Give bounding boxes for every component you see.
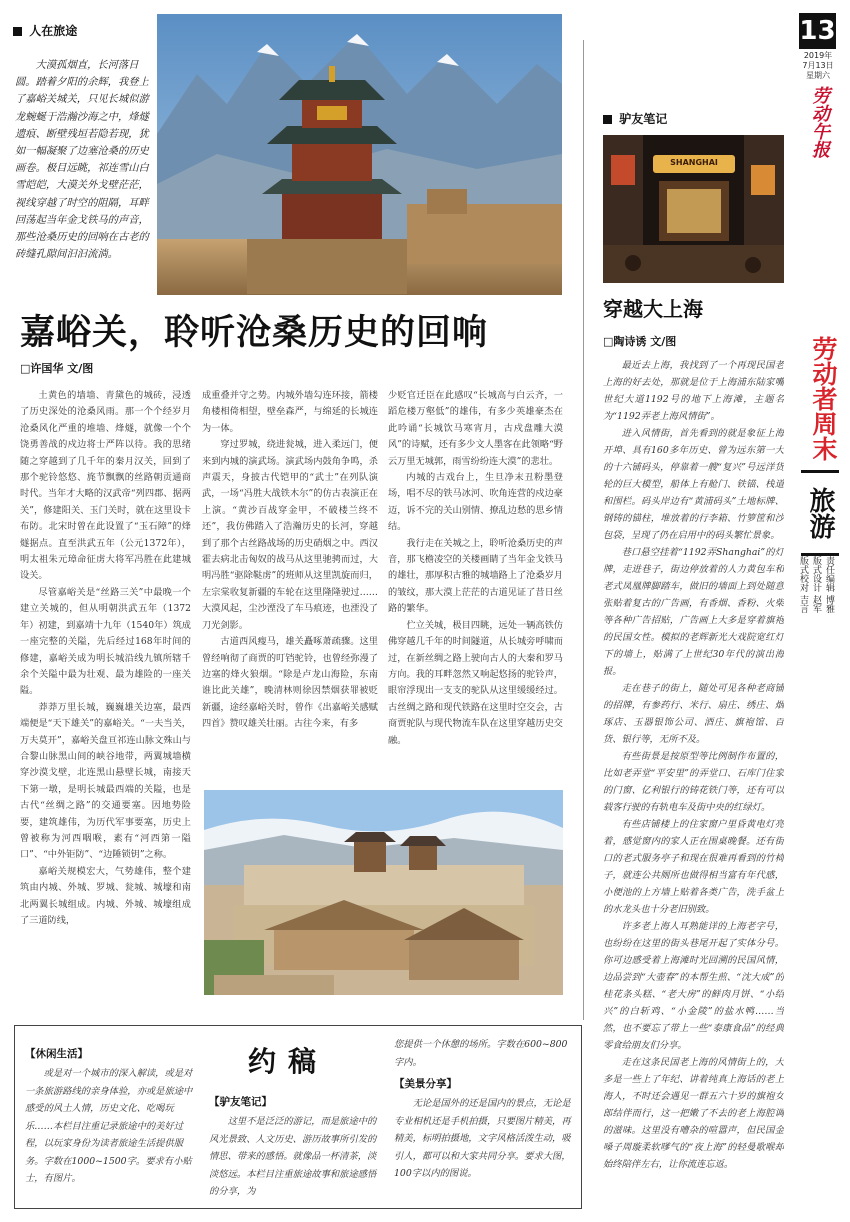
col2-paragraph: 成重叠并守之势。内城外墙勾连环接，箭楼角楼相倚相望，壁垒森严，与绵延的长城连为一体。 — [202, 390, 378, 434]
side-paragraph: 有些店铺楼上的住家窗户里昏黄电灯亮着，感觉窗内的家人正在围桌晚餐。还有街口的老式服务亭子和现在很难再看到的竹椅子，就连公共厕所也做得相当富有年代感，小便池的上方墙上贴着各类广告，洗手盆上的水龙头也十分老旧别致。 — [603, 819, 784, 915]
shanghai-street-photo — [603, 135, 784, 283]
column-label-travel — [13, 22, 77, 39]
cfp-notes-text — [209, 1113, 379, 1213]
issue-date — [795, 51, 841, 81]
cfp-leisure-text — [25, 1065, 195, 1205]
logo-text: 劳动午报 — [809, 86, 830, 158]
side-article-body — [603, 357, 784, 1204]
side-paragraph: 走在巷子的街上，随处可见各种老商铺的招牌，有参药行、米行、扇庄、绣庄、烟琢店、玉器银饰公司、酒庄、旗袍馆、百货、银行等，无所不及。 — [603, 683, 784, 745]
cfp-section-label: 【驴友笔记】 — [209, 1096, 272, 1108]
cfp-paragraph: 或是对一个城市的深入解读，或是对一条旅游路线的亲身体验，亦或是旅途中感受的风土人情，历史文化、吃喝玩乐……本栏目注重记录旅途中的美好过程，以玩家身份为读者旅途生活提供服务。字数在1000~1500字。要求有小贴士，有图片。 — [25, 1068, 193, 1184]
cfp-paragraph: 您提供一个休憩的场所。字数在600~800字内。 — [394, 1039, 568, 1068]
section-tag — [801, 470, 839, 556]
credit-design: 版式设计 赵军 — [811, 556, 821, 613]
col3-paragraph: 我行走在关城之上，聆听沧桑历史的声音，那飞檐凌空的关楼画睛了当年金戈铁马的雄壮，那厚积古雅的城墙路上了沧桑岁月的皱纹，那大漠上茫茫的古道见证了昔日丝路的繁华。 — [388, 537, 563, 615]
credit-editor: 责任编辑 博雅 — [824, 556, 834, 613]
column-divider — [583, 40, 584, 1020]
cfp-notes — [209, 1094, 379, 1213]
cfp-scenery — [394, 1036, 572, 1201]
cfp-notes-continued — [394, 1036, 572, 1072]
side-title: 穿越大上海 — [603, 297, 703, 321]
col3-paragraph: 内城的古戏台上，生旦净末丑粉墨登场，唱不尽的铁马冰河、吹角连营的戍边豪迈，诉不完的关山别情、撩乱边愁的思乡情结。 — [388, 472, 563, 533]
cfp-section-label: 【休闲生活】 — [25, 1048, 88, 1060]
side-paragraph: 最近去上海，我找到了一个再现民国老上海的好去处，那就是位于上海浦东陆家嘴世纪大道1192号的地下上海滩，主题名为“1192弄老上海风情街”。 — [603, 360, 784, 422]
section-name: 旅游 — [805, 487, 835, 539]
jiayuguan-photo — [157, 14, 562, 295]
cfp-title: 约稿 — [248, 1045, 329, 1078]
main-column-1 — [20, 388, 191, 988]
intro-paragraph: 大漠孤烟直，长河落日圆。踏着夕阳的余辉，我登上了嘉峪关城关，只见长城似游龙蜿蜒于浩瀚沙海之中，烽燧遗痕、断壁残垣若隐若现，犹如一幅凝聚了边塞沧桑的历史画卷。极目远眺，祁连雪山白雪皑皑，大漠关外戈壁茫茫，视线穿越了时空的阻隔，耳畔回荡起当年金戈铁马的声音，那些沧桑历史的回响在古老的砖缝孔隙间汩汩流淌。 — [15, 59, 149, 261]
side-paragraph: 走在这条民国老上海的风情街上的，大多是一些上了年纪、讲着纯真上海话的老上海人，不时还会遇见一群五六十岁的旗袍女郎结伴而行，这一把嫩了不去的老上海腔调的滋味。这里没有嘈杂的喧嚣声，但民国金嗓子周璇柔软嗲气的“夜上海”的轻曼歌喉却始终陪伴左右，让你流连忘返。 — [603, 1057, 784, 1170]
main-byline: □许国华 文/图 — [20, 362, 94, 375]
side-paragraph: 进入风情街，首先看到的就是象征上海开埠、具有160多年历史、曾为远东第一大的十六铺码头，停靠着一艘“复兴”号远洋货轮的巨大模型，船体上有舱门、铁锚、栈道和围栏。码头岸边有“黄浦码头”土地标牌、钢铸的锚柱，堆放着的行李箱、竹箩筐和沙包袋，呈现了仍在启用中的码头繁忙景象。 — [603, 428, 784, 541]
side-paragraph: 有些街景是按原型等比例制作布置的，比如老弄堂“平安里”的弄堂口、石库门住家的门窗、亿利银行的铸花铁门等，还有可以载客行驶的有轨电车及街中央的红绿灯。 — [603, 751, 784, 813]
cfp-leisure — [25, 1046, 195, 1205]
side-byline: □陶诗诱 文/图 — [603, 335, 677, 348]
column-label-notes — [603, 110, 667, 127]
cfp-paragraph: 这里不是泛泛的游记，而是旅途中的风光景致、人文历史、游历故事所引发的情思、带来的感悟。就像品一杯清茶，淡淡悠远。本栏目注重旅途故事和旅途感悟的分享，为 — [209, 1116, 377, 1197]
date-day: 7月13日 — [802, 61, 834, 70]
col3-paragraph: 伫立关城，极目四眺，远处一辆高铁仿佛穿越几千年的时间隧道，从长城旁呼啸而过，在新丝绸之路上驶向古人的大秦和罗马方向。我的耳畔忽然又响起悠扬的驼铃声，眼帘浮现出一支支的驼队从这里缓缓经过。古丝绸之路和现代铁路在这里时空交会，古商贾驼队与现代物流车队在这里穿越历史交融。 — [388, 619, 563, 746]
supplement-title — [800, 326, 840, 471]
col1-paragraph: 莽莽万里长城，巍巍雄关边塞，最西端便是“天下雄关”的嘉峪关。“一夫当关，万夫莫开”，嘉峪关盘亘祁连山脉文殊山与合黎山脉黑山间的峡谷地带，两翼城墙横穿沙漠戈壁，北连黑山悬壁长城，南接天下第一墩，是明长城最西端的关隘，也是古代“丝绸之路”的交通要塞。因地势险要，建筑雄伟，为历代军事要塞，历史上曾被称为河西咽喉，素有“河西第一隘口”、“中外钜防”、“边陲锁钥”之称。 — [20, 701, 191, 861]
main-column-2 — [202, 388, 378, 780]
column-label-text: 人在旅途 — [29, 24, 78, 38]
page-number-box — [799, 13, 836, 49]
col1-paragraph: 嘉峪关规模宏大，气势雄伟，整个建筑由内城、外城、罗城、瓮城、城壕和南北两翼长城组成。内城、外城、城壕组成了三道防线， — [20, 865, 191, 926]
page-number: 13 — [799, 16, 836, 46]
col1-paragraph: 尽管嘉峪关是“丝路三关”中最晚一个建立关城的，但从明朝洪武五年（1372年）初建，到嘉靖十九年（1540年）筑成一座完整的关隘，先后经过168年时间的修建，嘉峪关成为明长城沿线九镇所辖千余个关隘中最为壮观、最为雄险的一座关隘。 — [20, 586, 191, 697]
side-paragraph: 巷口悬空挂着“1192弄Shanghai”的灯牌，走进巷子，街边停放着的人力黄包车和老式凤凰牌脚踏车，做旧的墙面上到处随意张贴着复古的广告画，有香烟、香粉、火柴等各种广告招贴，广告画上大多是穿着旗袍的民国女性。模拟的老辉新光大戏院宽红灯下的墙上，贴满了上世纪30年代的演出海报。 — [603, 547, 784, 677]
editor-credits — [796, 556, 835, 646]
date-year: 2019年 — [803, 51, 833, 60]
date-weekday: 星期六 — [806, 71, 830, 80]
cfp-scenery-text — [394, 1095, 572, 1201]
cfp-section-label: 【美景分享】 — [394, 1078, 457, 1090]
supplement-name: 劳动者周末 — [809, 336, 838, 461]
side-paragraph: 许多老上海人耳熟能详的上海老字号，也纷纷在这里的街头巷尾开起了实体分号。你可边感受着上海滩时光回溯的民国风情，边品尝到“大壶春”的本帮生煎、“沈大成”的桂花条头糕、“老大房”的鲜肉月饼、“小绍兴”的白斩鸡、“小金陵”的盐水鸭……当然，也不要忘了带上一些“泰康食品”的经典零食给朋友们分享。 — [603, 921, 784, 1051]
fortress-photo — [204, 790, 563, 995]
credit-proof: 版式校对 吉言 — [798, 556, 808, 613]
photo-shanghai-sign: SHANGHAI — [670, 158, 718, 167]
main-column-3 — [388, 388, 563, 780]
headline: 嘉峪关，聆听沧桑历史的回响 — [20, 313, 489, 353]
col2-paragraph: 古道西风瘦马，雄关矗啄萧疏骤。这里曾经响彻了商贾的叮铛驼铃，也曾经弥漫了边塞的烽火狼烟。“除是卢龙山海险，东南谁比此关雄”，晚清林则徐因禁烟获罪被贬新疆，途经嘉峪关时，曾作《出嘉峪关感赋四首》赞叹雄关壮丽。古往今来，有多 — [202, 636, 378, 730]
col1-paragraph: 土黄色的墙墙、青黛色的城砖，浸透了历史深处的沧桑风雨。那一个个经岁月沧桑风化严重的堆墙、烽燧，就像一个个饶勇善战的戍边将士严阵以待。我的思绪随之穿越到了几千年的秦月汉关，回到了那个驼铃悠悠、旄节飘飘的丝路朝贡通商时代。当年才大略的汉武帝“列四郡、据两关”，修建阳关、玉门关时，就在这里设卡布防。北宋时曾在此设置了“玉石障”的烽燧据点。直至洪武五年（公元1372年），明太祖朱元璋命征虏大将军冯胜在此建城设关。 — [20, 390, 191, 582]
newspaper-logo — [808, 86, 830, 158]
article-intro — [15, 57, 155, 305]
col3-paragraph: 少贬官迁臣在此感叹“长城高与白云齐，一蹈危楼万壑低”的雄伟，有多少英雄豪杰在此吟诵“长城饮马寒宵月，古戍盘雕大漠风”的诗赋，还有多少文人墨客在此领略“野云万里无城郭，雨雪纷纷连大漠”的悲壮。 — [388, 390, 563, 467]
col2-paragraph: 穿过罗城，绕进瓮城，进入柔远门，便来到内城的演武场。演武场内鼓角争鸣，杀声震天，身披古代铠甲的“武士”在列队演武，一场“冯胜大战铁木尔”的仿古表演正在上演。“黄沙百战穿金甲，不破楼兰终不还”，我仿佛踏入了浩瀚历史的长河，穿越到了那个古丝路战场的历史硝烟之中。西汉霍去病北击匈奴的战马从这里驰骋而过，大明冯胜“驱除鞑虏”的班师从这里凯旋而归，左宗棠收复新疆的车轮在这里隆隆驶过……大漠风起，尘沙湮没了车马痕迹，也湮没了刀光剑影。 — [202, 439, 378, 631]
column-label-text: 驴友笔记 — [619, 112, 668, 126]
cfp-paragraph: 无论是国外的还是国内的景点，无论是专业相机还是手机拍摄，只要图片精美，再精美，标明拍摄地，文字风格活泼生动，吸引人，都可以和大家共同分享。要求大图，100字以内的图说。 — [394, 1098, 571, 1179]
